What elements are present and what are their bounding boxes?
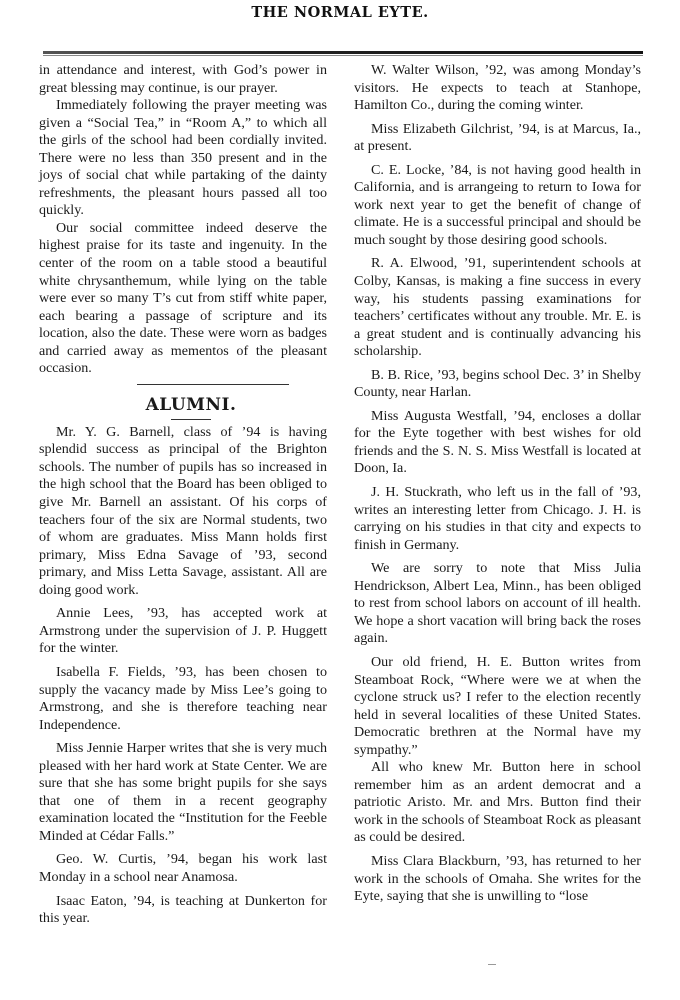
paragraph-gilchrist: Miss Elizabeth Gilchrist, ’94, is at Marcus, Ia., at present. — [354, 120, 641, 155]
paragraph-locke: C. E. Locke, ’84, is not having good health in California, and is arrangeing to return to Iowa for work next year to get the benefit of change of climate. He is a successful principal and should be much sought by those desiring good schools. — [354, 161, 641, 248]
paragraph-eaton: Isaac Eaton, ’94, is teaching at Dunkerton for this year. — [39, 892, 327, 927]
paragraph-continued: in attendance and interest, with God’s power in great blessing may continue, is our prayer. — [39, 62, 327, 96]
paragraph-fields: Isabella F. Fields, ’93, has been chosen to supply the vacancy made by Miss Lee’s going to Armstrong, and she is therefore teaching near Independence. — [39, 663, 327, 733]
paragraph-elwood: R. A. Elwood, ’91, superintendent schools at Colby, Kansas, is making a fine success in every way, his students passing examinations for teachers’ certificates without any trouble. Mr. E. is a great student and is continually advancing his scholarship. — [354, 255, 641, 360]
heading-underline — [171, 419, 211, 420]
paragraph-curtis: Geo. W. Curtis, ’94, began his work last Monday in a school near Anamosa. — [39, 851, 327, 885]
paragraph-wilson: W. Walter Wilson, ’92, was among Monday’s visitors. He expects to teach at Stanhope, Hamilton Co., during the coming winter. — [354, 62, 641, 114]
right-column — [354, 62, 641, 906]
paragraph-blackburn: Miss Clara Blackburn, ’93, has returned to her work in the schools of Omaha. She writes for the Eyte, saying that she is unwilling to “lose — [354, 852, 641, 905]
paragraph-button-remember: All who knew Mr. Button here in school remember him as an ardent democrat and a patriotic Aristo. Mr. and Mrs. Button find their work in the schools of Steamboat Rock as pleasant as could be desired. — [354, 759, 641, 846]
section-heading-alumni: ALUMNI. — [145, 394, 237, 415]
masthead-rule — [43, 51, 643, 54]
paragraph-harper: Miss Jennie Harper writes that she is very much pleased with her hard work at State Center. We are sure that she has some bright pupils for she says that one of them in a recent geography examination located the “Institution for the Feeble Minded at Cédar Falls.” — [39, 740, 327, 844]
paragraph-social-tea: Immediately following the prayer meeting was given a “Social Tea,” in “Room A,” to which all the girls of the school had been cordially invited. There were no less than 350 present and in the joys of social chat while partaking of the dainty refreshments, the pleasant hours passed all too quickly. — [39, 97, 327, 219]
paragraph-barnell: Mr. Y. G. Barnell, class of ’94 is having splendid success as principal of the Brighton schools. The number of pupils has so increased in the high school that the Board has been obliged to give Mr. Barnell an assistant. Of his corps of teachers four of the six are Normal students, two of whom are graduates. Miss Mann holds first primary, Miss Edna Savage of ’93, second primary, and Miss Letta Savage, assistant. All are doing good work. — [39, 423, 327, 598]
left-column — [39, 62, 327, 928]
paragraph-hendrickson: We are sorry to note that Miss Julia Hendrickson, Albert Lea, Minn., has been obliged to rest from school labors on account of ill health. We hope a short vacation will bring back the roses again. — [354, 560, 641, 647]
masthead-rule-thin — [43, 55, 643, 56]
paragraph-button-letter: Our old friend, H. E. Button writes from Steamboat Rock, “Where were we at when the cyclone struck us? I refer to the election recently held in several localities of these United States. Democratic brethren at the Normal have my sympathy.” — [354, 653, 641, 758]
masthead-title: THE NORMAL EYTE. — [251, 4, 429, 21]
paragraph-lees: Annie Lees, ’93, has accepted work at Armstrong under the supervision of J. P. Huggett for the winter. — [39, 605, 327, 657]
paragraph-social-committee: Our social committee indeed deserve the highest praise for its taste and ingenuity. In the center of the room on a table stood a beautiful white chrysanthemum, while lying on the table were ever so many T’s cut from stiff white paper, each bearing a passage of scripture and its location, also the date. These were worn as badges and carried away as mementos of the pleasant occasion. — [39, 219, 327, 377]
paragraph-westfall: Miss Augusta Westfall, ’94, encloses a dollar for the Eyte together with best wishes for old friends and the S. N. S. Miss Westfall is located at Doon, Ia. — [354, 407, 641, 477]
section-divider — [137, 384, 289, 385]
paragraph-stuckrath: J. H. Stuckrath, who left us in the fall of ’93, writes an interesting letter from Chicago. J. H. is carrying on his studies in that city and expects to finish in Germany. — [354, 484, 641, 553]
paragraph-rice: B. B. Rice, ’93, begins school Dec. 3’ in Shelby County, near Harlan. — [354, 366, 641, 401]
page-mark — [488, 964, 496, 965]
